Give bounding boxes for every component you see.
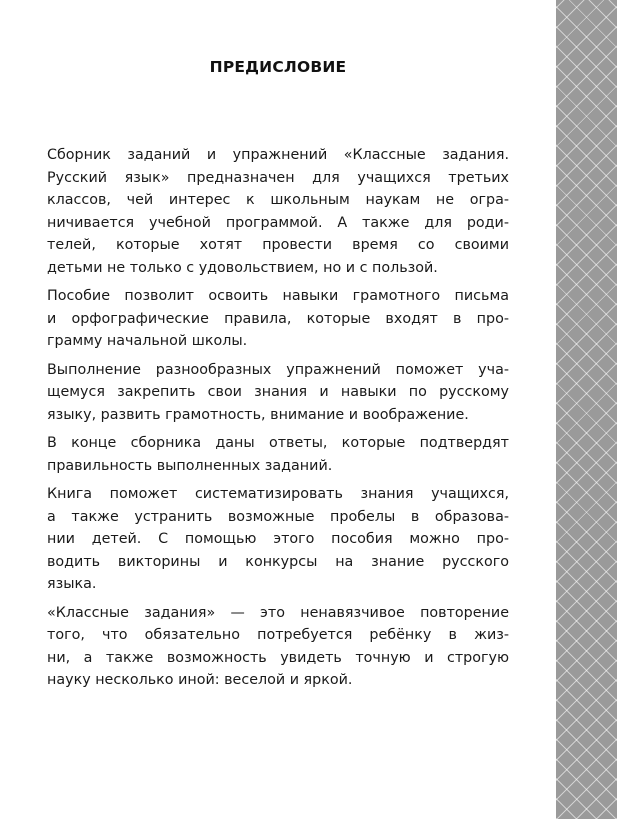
text-line: классов, чей интерес к школьным наукам не огра- bbox=[47, 192, 509, 208]
paragraph bbox=[47, 602, 509, 692]
text-line: В конце сборника даны ответы, которые подтвердят bbox=[47, 435, 509, 451]
paragraph bbox=[47, 483, 509, 596]
text-line: ничивается учебной программой. А также для роди- bbox=[47, 214, 509, 231]
text-line: языка. bbox=[47, 576, 97, 592]
text-line: водить викторины и конкурсы на знание русского bbox=[47, 553, 509, 570]
paragraph bbox=[47, 285, 509, 353]
text-line: Выполнение разнообразных упражнений поможет уча- bbox=[47, 361, 509, 378]
text-line: а также устранить возможные пробелы в образова- bbox=[47, 508, 509, 525]
text-line: правильность выполненных заданий. bbox=[47, 457, 333, 474]
paragraph bbox=[47, 359, 509, 427]
text-line: и орфографические правила, которые входят в про- bbox=[47, 310, 509, 327]
text-line: языку, развить грамотность, внимание и воображение. bbox=[47, 406, 469, 423]
text-line: того, что обязательно потребуется ребёнку в жиз- bbox=[47, 627, 509, 643]
text-line: «Классные задания» — это ненавязчивое повторение bbox=[47, 604, 509, 621]
text-line: Книга поможет систематизировать знания учащихся, bbox=[47, 486, 509, 502]
text-line: детьми не только с удовольствием, но и с пользой. bbox=[47, 259, 438, 276]
text-line: Русский язык» предназначен для учащихся третьих bbox=[47, 169, 509, 186]
paragraph bbox=[47, 432, 509, 477]
text-line: Пособие позволит освоить навыки грамотного письма bbox=[47, 288, 509, 304]
page-title: ПРЕДИСЛОВИЕ bbox=[209, 58, 347, 76]
text-line: Сборник заданий и упражнений «Классные задания. bbox=[47, 147, 509, 163]
text-line: щемуся закрепить свои знания и навыки по русскому bbox=[47, 384, 509, 400]
body-text bbox=[47, 144, 509, 698]
text-line: ни, а также возможность увидеть точную и строгую bbox=[47, 649, 509, 666]
text-line: науку несколько иной: веселой и яркой. bbox=[47, 672, 353, 688]
paragraph bbox=[47, 144, 509, 279]
decorative-side-band bbox=[556, 0, 617, 819]
text-line: нии детей. С помощью этого пособия можно про- bbox=[47, 531, 509, 547]
text-line: телей, которые хотят провести время со своими bbox=[47, 237, 509, 253]
text-line: грамму начальной школы. bbox=[47, 333, 248, 349]
